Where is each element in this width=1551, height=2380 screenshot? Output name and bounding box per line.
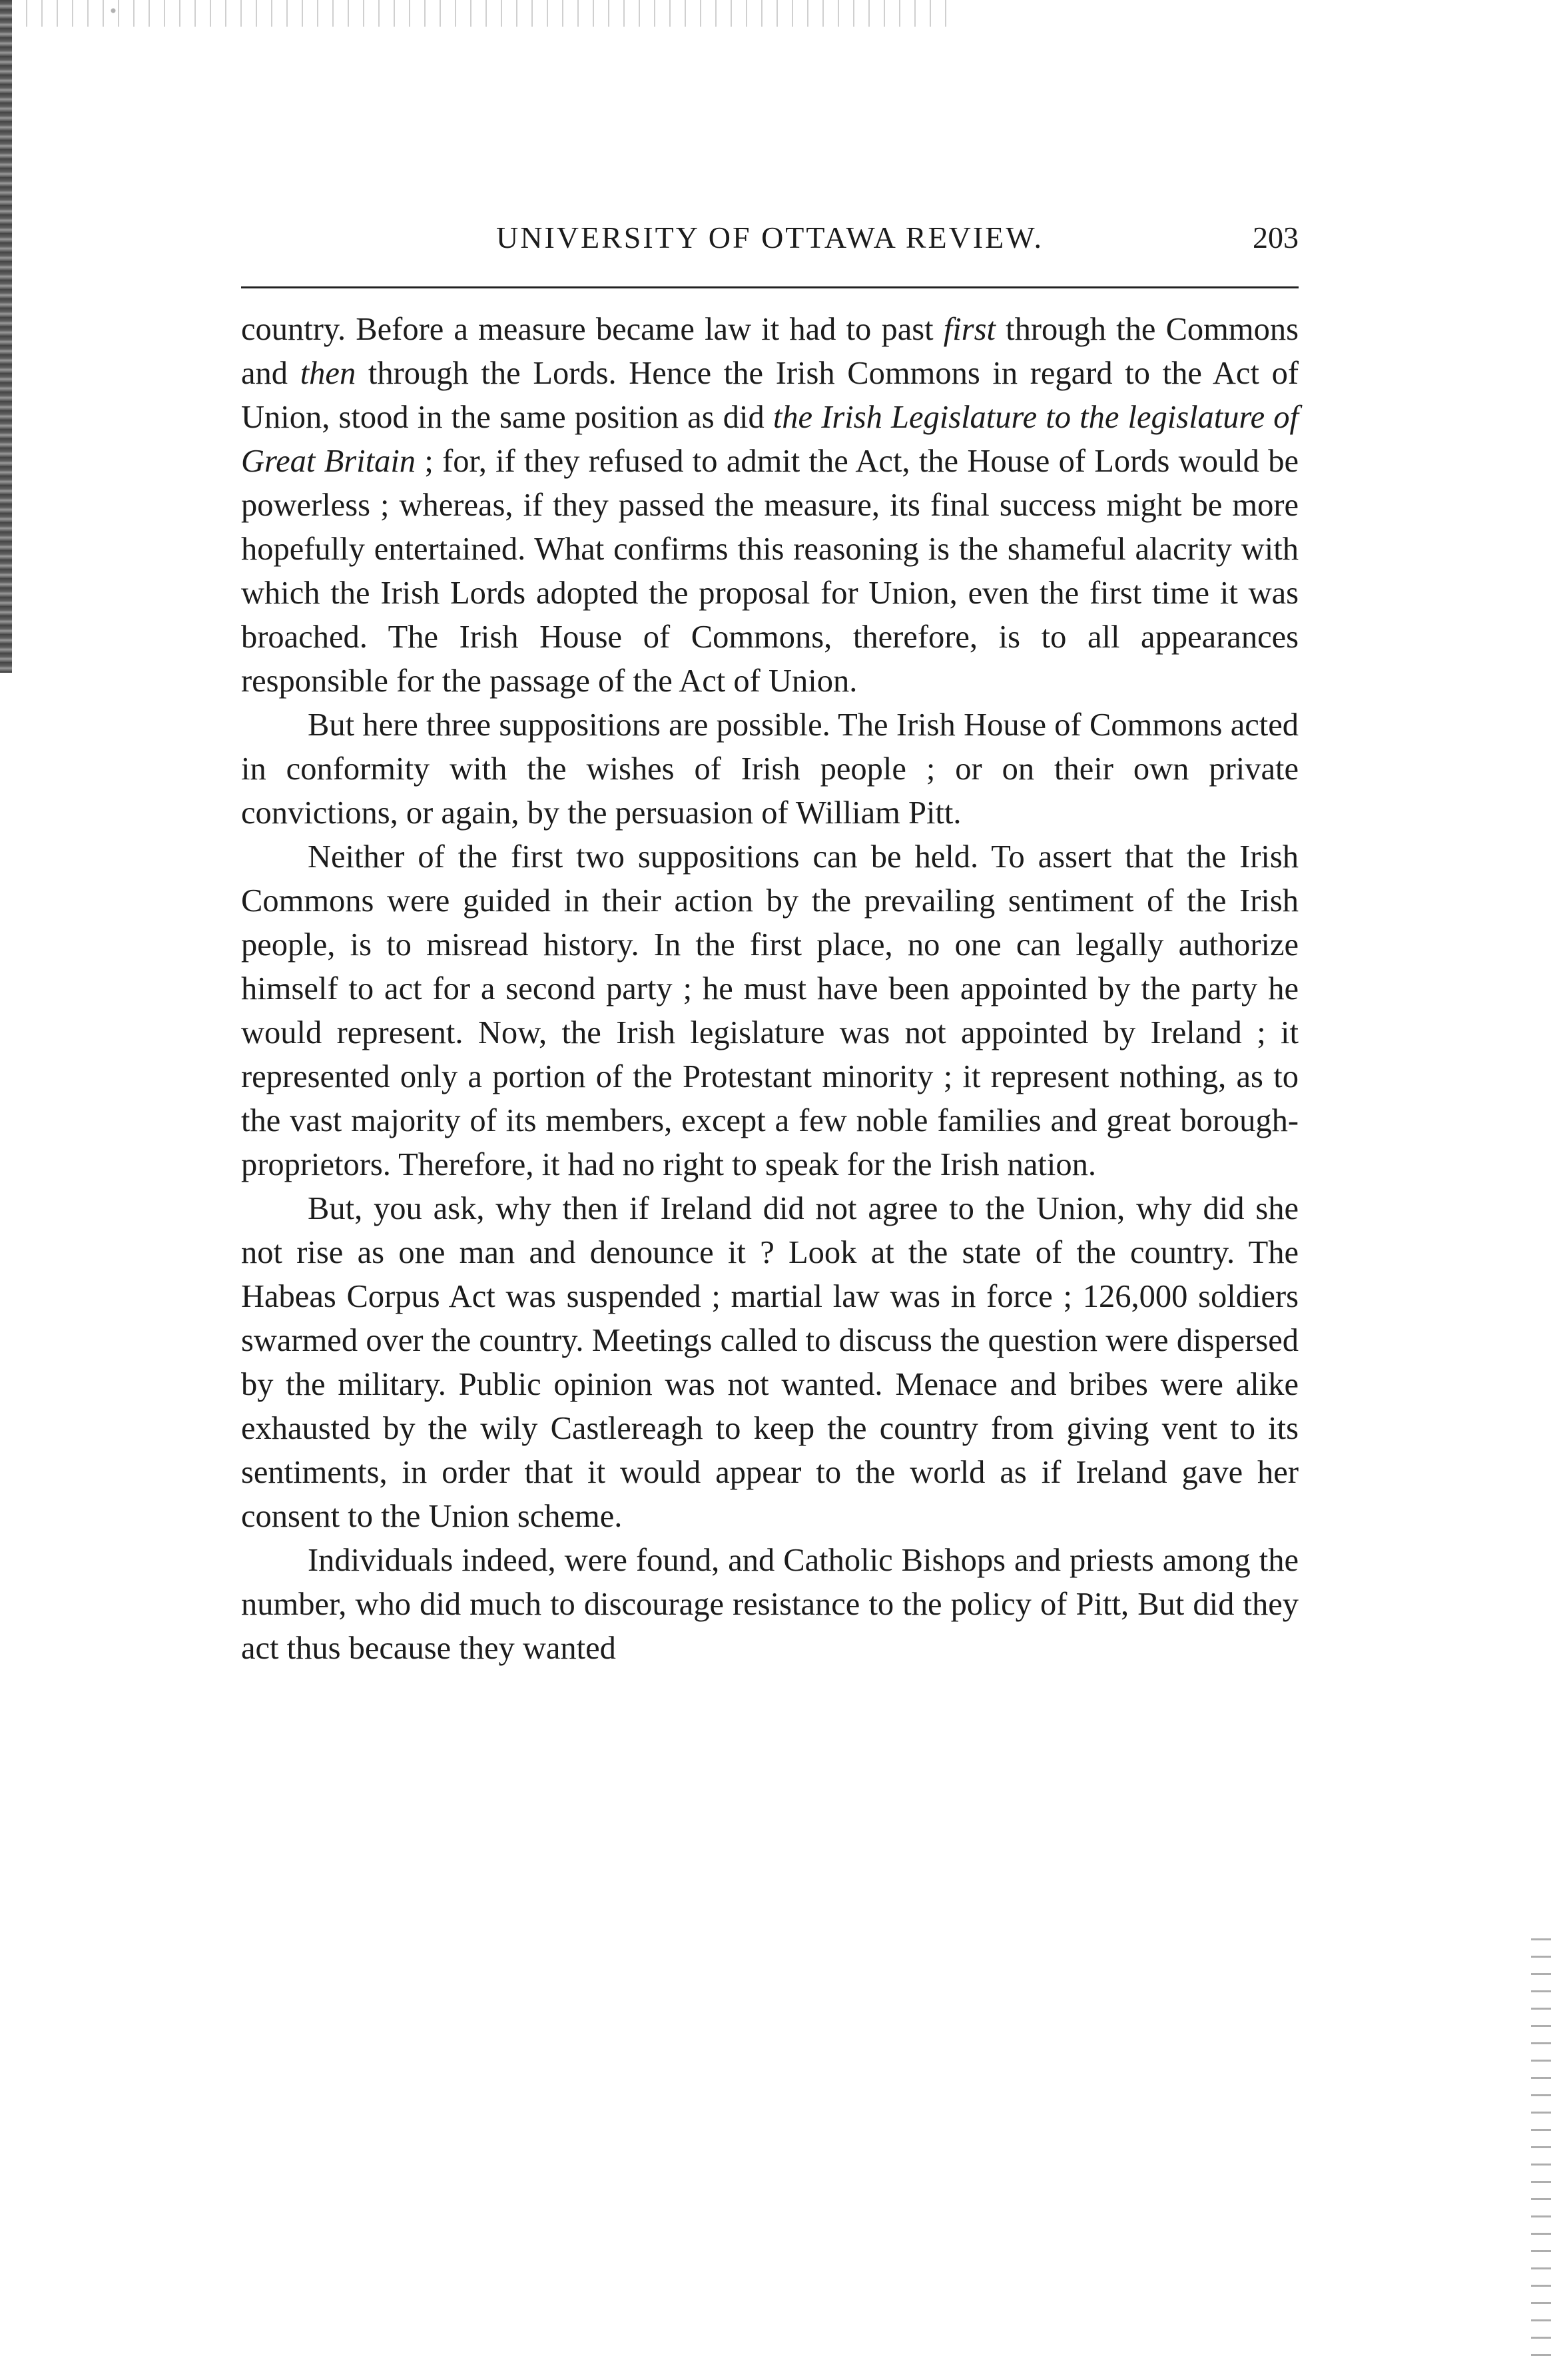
emphasis-irish-legislature: the Irish Legislature to the legislature of Great Britain bbox=[241, 400, 1299, 479]
scan-edge-artifact-left bbox=[0, 0, 12, 673]
paragraph-1-text: through the Lords. Hence the Irish Commons in regard to the Act of Union, stood in the same position as did bbox=[241, 356, 1299, 435]
scan-edge-artifact-right bbox=[1531, 1932, 1551, 2358]
scan-edge-artifact-top bbox=[20, 0, 952, 27]
journal-title: UNIVERSITY OF OTTAWA REVIEW. bbox=[496, 220, 1044, 254]
body-text bbox=[241, 308, 1299, 1671]
paragraph-1-text: ; for, if they refused to admit the Act, the House of Lords would be powerless ; whereas, if they passed the measure, its final success might be more hopefully entertained. What confirms this reasoning is the shameful alacrity with which the Irish Lords adopted the proposal for Union, even the first time it was broached. The Irish House of Commons, therefore, is to all appearances responsible for the passage of the Act of Union. bbox=[241, 444, 1299, 699]
page-number: 203 bbox=[1253, 220, 1299, 254]
paragraph-1-text: country. Before a measure became law it had to past bbox=[241, 312, 944, 347]
emphasis-then: then bbox=[300, 356, 356, 391]
header-rule bbox=[241, 286, 1299, 288]
running-head bbox=[241, 220, 1299, 273]
paragraph-4: But, you ask, why then if Ireland did not agree to the Union, why did she not rise as one man and denounce it ? Look at the state of the country. The Habeas Corpus Act was suspended ; martial law was in force ; 126,000 soldiers swarmed over the country. Meetings called to discuss the question were dispersed by the military. Public opinion was not wanted. Menace and bribes were alike exhausted by the wily Castlereagh to keep the country from giving vent to its sentiments, in order that it would appear to the world as if Ireland gave her consent to the Union scheme. bbox=[241, 1191, 1299, 1534]
paragraph-2: But here three suppositions are possible. The Irish House of Commons acted in conformity with the wishes of Irish people ; or on their own private convictions, or again, by the persuasion of William Pitt. bbox=[241, 707, 1299, 831]
paragraph-3: Neither of the first two suppositions can be held. To assert that the Irish Commons were guided in their action by the prevailing sentiment of the Irish people, is to misread history. In the first place, no one can legally authorize himself to act for a second party ; he must have been appointed by the party he would represent. Now, the Irish legislature was not appointed by Ireland ; it represented only a portion of the Protestant minority ; it represent nothing, as to the vast majority of its members, except a few noble families and great borough-proprietors. Therefore, it had no right to speak for the Irish nation. bbox=[241, 839, 1299, 1182]
paragraph-5: Individuals indeed, were found, and Catholic Bishops and priests among the number, who did much to discourage resistance to the policy of Pitt, But did they act thus because they wanted bbox=[241, 1543, 1299, 1666]
paragraph-1-text: through the Commons and bbox=[241, 312, 1299, 391]
emphasis-first: first bbox=[943, 312, 996, 347]
paragraph-1 bbox=[241, 308, 1299, 703]
